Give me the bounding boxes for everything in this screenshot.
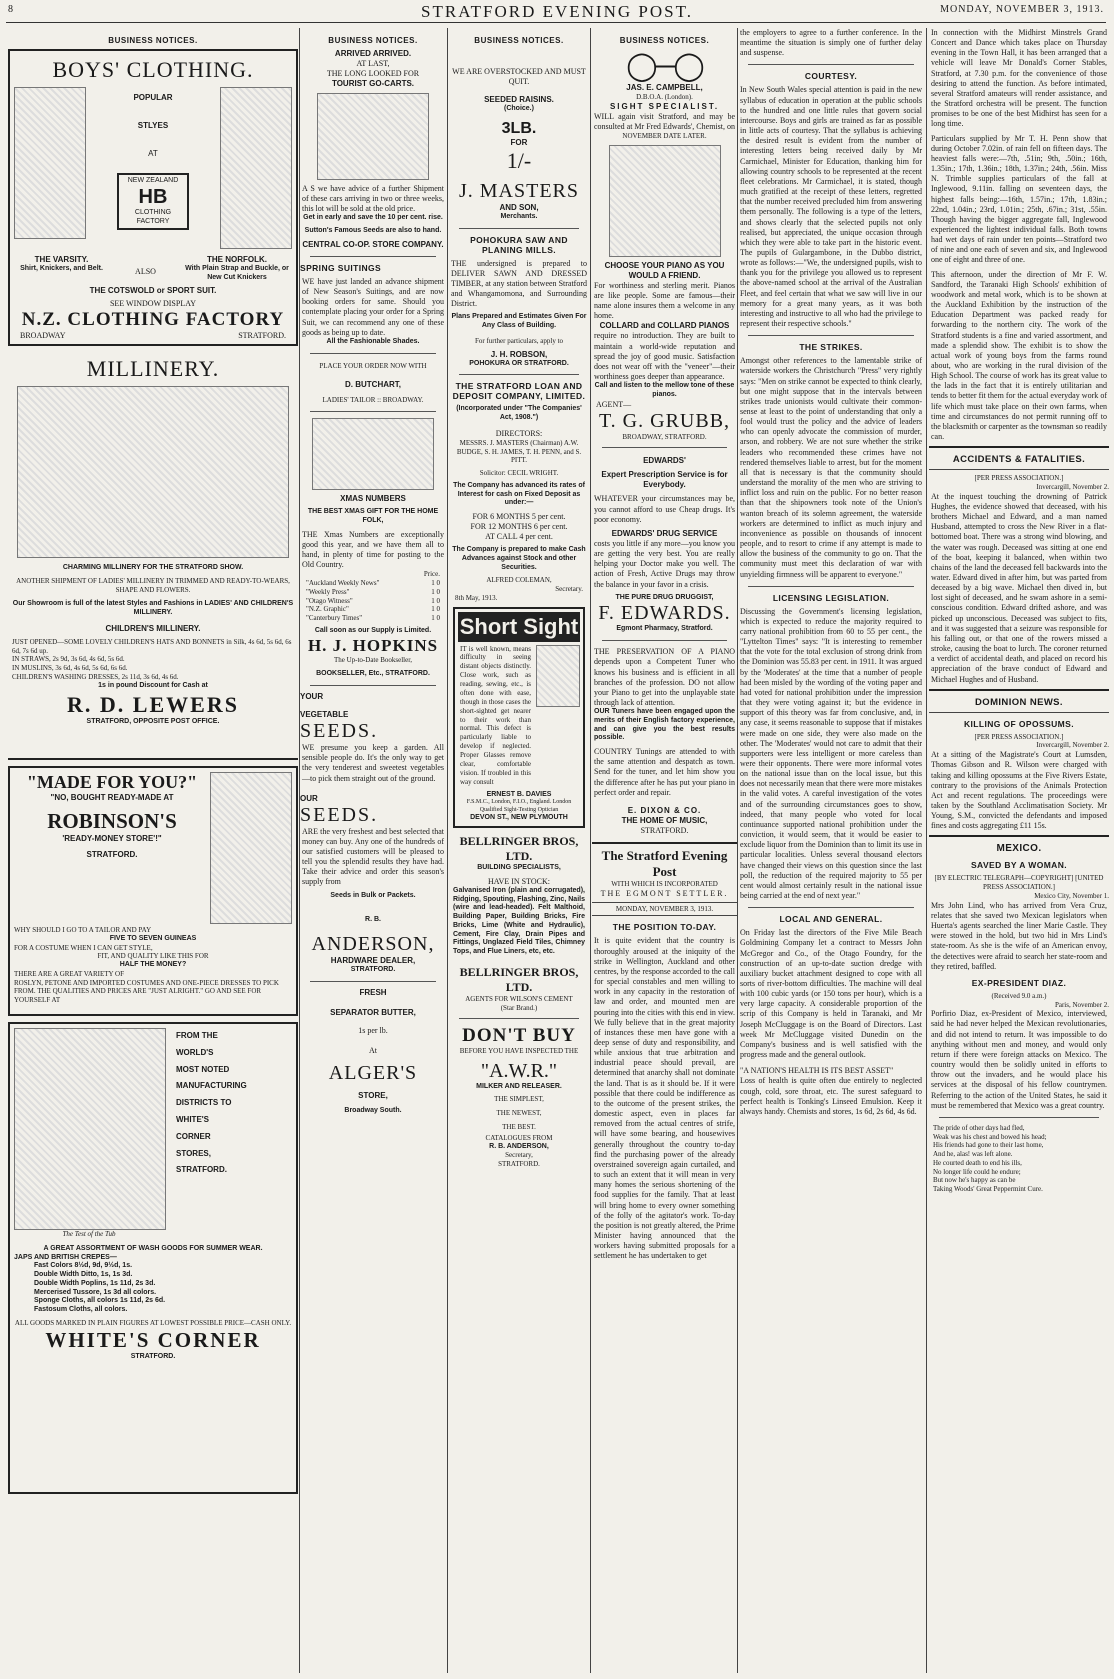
- lady-costume-illustration: [210, 772, 292, 924]
- stock-list: Galvanised Iron (plain and corrugated), Ridging, Spouting, Flashing, Zinc, Nails (wire and lead-headed). Felt Malthoid, Building Paper, Building Bricks, Fire Bricks, Lime (White and Hydraulic), Cement, Fire Clay, Drain Pipes and Fittings, Unglazed Field Tiles, Chimney Tops, and Flue Liners, etc, etc.: [453, 886, 585, 956]
- seeds-bulk: Seeds in Bulk or Packets.: [330, 891, 416, 899]
- campbell-body: WILL again visit Stratford, and may be consulted at Mr Fred Edwards', Chemist, on: [594, 111, 735, 131]
- ad-title: MILLINERY.: [86, 356, 220, 381]
- plain-figures: ALL GOODS MARKED IN PLAIN FIGURES AT LOWEST POSSIBLE PRICE—CASH ONLY.: [14, 1318, 292, 1327]
- norfolk-label: THE NORFOLK.: [206, 255, 267, 264]
- boy-norfolk-illustration: [220, 87, 292, 249]
- woodwork-exhibit: This afternoon, under the direction of Mr F. W. Sandford, the Taranaki High Schools' exhibition of woodwork and metal work, which is to be shown at the Auckland Exhibition by the instruction of the Education Department was packed ready for forwarding to the northern city. The work of the Stratford students is a fine and varied assortment, and made a splendid show. The exhibit is to show the actual work of young boys from the farms round about, who are working in the rural division of the High School. The course of work has its great value to the lads in the fact that it is entirely utilitarian and tends to better fit them for the actual everyday work of life which must take place on their own farms, when time and circumstances do not permit running off to the blacksmith or carpenter as the townsman so readily can.: [931, 269, 1107, 442]
- collard-body: require no introduction. They are built to maintain a world-wide reputation and spread the joy of good music. Satisfaction does not wear off with the "veneer"—their worthiness goes deeper than appearance.: [594, 331, 735, 382]
- children-group-illustration: [312, 418, 434, 490]
- xmas-gift: THE BEST XMAS GIFT FOR THE HOME FOLK,: [307, 508, 439, 524]
- fabric-list: [14, 1262, 292, 1315]
- costume-line: FOR A COSTUME WHEN I CAN GET STYLE,: [14, 943, 153, 952]
- midhirst-concert: In connection with the Midhirst Minstrels Grand Concert and Dance which takes place on Thursday evening in the Town Hall, it has been arranged that a vehicle will leave Mr Donald's Corner Stables, Stratford, at 7.30 p.m. for the convenience of those desiring to attend the function. As before intimated, several Stratford amateurs will render assistance, and the Stratford orchestra will be present. The function promises to be one of the best Midhirst has seen for a long time.: [931, 28, 1107, 129]
- fit-quality: FIT, AND QUALITY LIKE THIS FOR: [97, 952, 209, 961]
- millinery-charming: CHARMING MILLINERY FOR THE STRATFORD SHOW.: [62, 564, 244, 571]
- whites-town: STRATFORD.: [130, 1352, 176, 1360]
- davies-credentials: F.S.M.C., London, F.I.O., England. London Qualified Sight-Testing Optician: [466, 799, 572, 813]
- at-label: At: [369, 1045, 377, 1055]
- opossums-body: At a sitting of the Magistrate's Court at Lumsden, Thomas Gibson and R. Wilson were charged with taking and killing opossums at the Five Rivers Estate, contrary to the provisions of the Animals Protection Act and recent regulations. The proceedings were taken by the Southland Acclimatisation Society. Mr Young, S.M., convicted the defendants and imposed fines and costs aggregating £11 15s.: [931, 750, 1107, 831]
- list-item: Fast Colors 8½d, 9d, 9½d, 1s.: [34, 1262, 133, 1270]
- factory-name: N.Z. CLOTHING FACTORY: [21, 308, 285, 330]
- roslyn-line: ROSLYN, PETONE AND IMPORTED COSTUMES AND ONE-PIECE DRESSES TO PICK FROM. THE QUALITIES AND PRICES ARE "JUST ALRIGHT." GO AND SEE FOR YOURSELF AT: [14, 978, 279, 1004]
- drug-body: costs you little if any more—you know you are getting the very best. You are really helping your Doctor make you well. The action of Fresh, Active Drugs may throw the balance in your favor in a crisis.: [594, 538, 735, 589]
- section-header: BUSINESS NOTICES.: [328, 36, 418, 45]
- home-of-music: THE HOME OF MUSIC,: [621, 815, 708, 825]
- bought-ready-made: "NO, BOUGHT READY-MADE AT: [50, 793, 174, 802]
- list-item: Sponge Cloths, all colors 1s 11d, 2s 6d.: [34, 1297, 166, 1305]
- tuners-body: OUR Tuners have been engaged upon the merits of their English factory experience, and can give you the best results possible.: [594, 708, 735, 742]
- ladies-hats-illustration: [17, 386, 289, 558]
- seeds-title: SEEDS.: [300, 720, 379, 743]
- press-association: [PER PRESS ASSOCIATION.]: [974, 474, 1064, 483]
- millinery-showroom: Our Showroom is full of the latest Styles and Fashions in LADIES' AND CHILDREN'S MILLINERY.: [12, 600, 294, 616]
- dominion-news-head: DOMINION NEWS.: [975, 696, 1063, 708]
- childrens-millinery: CHILDREN'S MILLINERY.: [105, 623, 201, 633]
- masthead-rule: [6, 22, 1106, 23]
- coleman-name: ALFRED COLEMAN,: [486, 576, 552, 585]
- masthead: [0, 0, 1114, 22]
- list-item: "Weekly Press" 1 0: [306, 587, 440, 596]
- agent-label: AGENT—: [596, 399, 632, 409]
- preservation-body: THE PRESERVATION OF A PIANO depends upon a Competent Tuner who knows his business and is efficient in all branches of the profession. DO not allow your Piano to get into the unplayable state through lack of attention.: [594, 647, 735, 707]
- tagline-1: POPULAR: [133, 93, 173, 102]
- also-label: ALSO: [135, 267, 156, 276]
- pohokura-apply: For further particulars, apply to: [474, 336, 564, 345]
- loan-date: 8th May, 1913.: [455, 593, 498, 602]
- awr-town: STRATFORD.: [498, 1160, 540, 1169]
- licensing-body: Discussing the Government's licensing legislation, which is expected to reduce the majority required to carry national prohibition from 60 to 55 per cent., the "Lyttelton Times" says: "It is interesting to remember that the vote for the total exclusion of strong drink from the Dominion was 55.83 per cent. in 1911. It was argued by the 'Moderates' at the time that a number of people had been misled by the wording of the voting paper and had voted for national prohibition under the impression that they were voting against it; but the evidence in support of this theory was far from conclusive, and, in any case, it seems reasonable to suppose that if mistakes were made on one side, they were also made on the other. The 'Moderates' would not care to admit that their supporters were less intelligent or more careless than were their opponents. There were more informal votes on the national issue than on the local issue, but this does not necessarily mean that there were more mistakes in the valid votes. A careful investigation of the votes and of the surrounding circumstances goes to show, indeed, that many people who voted for local continuance supported national prohibition under the conviction, it would seem, that it would be easier to exclude liquor from the Dominion than to limit its use in particular localities. Unless several thousand electors have changed their views on this question since the last poll, the reduction of the required majority to 55 per cent would almost certainly result in the national issue being carried at the end of next year.": [740, 606, 922, 901]
- cotswold-label: THE COTSWOLD or SPORT SUIT.: [89, 285, 217, 295]
- column-1: [8, 28, 298, 1673]
- telegraph-credit: [BY ELECTRIC TELEGRAPH—COPYRIGHT] [UNITED PRESS ASSOCIATION.]: [934, 874, 1104, 892]
- press-association-2: [PER PRESS ASSOCIATION.]: [974, 732, 1064, 741]
- rate-6-months: FOR 6 MONTHS 5 per cent.: [472, 512, 566, 522]
- whatever-body: WHATEVER your circumstances may be, you cannot afford to use Cheap drugs. It's poor economy.: [594, 494, 735, 524]
- rb-label: R. B.: [365, 916, 381, 924]
- go-carts: TOURIST GO-CARTS.: [331, 79, 415, 88]
- robson-name: J. H. ROBSON,: [490, 349, 548, 359]
- egmont-pharmacy: Egmont Pharmacy, Stratford.: [616, 625, 713, 633]
- choice: (Choice.): [504, 105, 534, 112]
- rb-anderson: R. B. ANDERSON,: [489, 1142, 549, 1150]
- directors-list: MESSRS. J. MASTERS (Chairman) A.W. BUDGE, S. H. JAMES, T. H. PENN, and S. PITT.: [456, 438, 582, 465]
- hardware-dealer: HARDWARE DEALER,: [330, 956, 416, 966]
- column-divider: [926, 28, 927, 1673]
- drowning-inquest: At the inquest touching the drowning of Patrick Hughes, the evidence showed that deceased, with his brothers Michael and Edward, and a man named Husband, attempted to cross the New River in a flat-bottomed boat. There was a strong wind blowing, and the water was rough. Deceased was sitting at one end of the boat, keeping it balanced, when within two chains of the land the deceased fell backwards into the water. Edward dived in after him, but was parted from deceased by a big wave. Michael then dived in, but lost sight of deceased, and he swam ashore in a semi-conscious condition. Edward drifted ashore, and was picked up unconscious. Deceased was subject to fits, and it was suggested that a seizure was responsible for his falling out, or that one of the rowers missed a stroke, causing the boat to lurch. The coroner returned a verdict of accidental death, and placed on record his appreciation of the brave conduct of Edward and Michael Hughes and of Husband.: [931, 491, 1107, 684]
- whites-copy: FROM THE WORLD'S MOST NOTED MANUFACTURING DISTRICTS TO WHITE'S CORNER STORES, STRATFORD.: [176, 1031, 247, 1175]
- wash-tub-illustration: [14, 1028, 166, 1230]
- diaz-body: Porfirio Diaz, ex-President of Mexico, interviewed, said he had never helped the Mexican revolutionaries, and did not intend to return. It was impossible to do anything without men and money, and would only return if there were foreign attacks on Mexico. The country would then be solidly united in efforts to throw out the invaders, and he would place his services at the disposal of his fellow countrymen. Referring to the action of the United States, he said it must be remembered that Mexico was a great country.: [931, 1009, 1107, 1110]
- xmas-body: THE Xmas Numbers are exceptionally good this year, and we have them all to hand, in plenty of time for posting to the Old Country.: [302, 529, 444, 570]
- grubb-address: BROADWAY, STRATFORD.: [622, 432, 707, 441]
- awr-qualities: THE SIMPLEST, THE NEWEST, THE BEST.: [494, 1094, 544, 1131]
- millinery-ad: [8, 352, 298, 760]
- hopkins-name: H. J. HOPKINS: [307, 635, 439, 655]
- column-divider: [447, 28, 448, 1673]
- millinery-shipment: ANOTHER SHIPMENT OF LADIES' MILLINERY IN TRIMMED AND READY-TO-WEARS, SHAPE AND FLOWERS.: [16, 576, 290, 594]
- section-header: BUSINESS NOTICES.: [474, 36, 564, 45]
- wash-goods: A GREAT ASSORTMENT OF WASH GOODS FOR SUMMER WEAR.: [43, 1244, 263, 1252]
- robinsons-ad: [8, 766, 298, 1016]
- courtesy-head: COURTESY.: [804, 71, 858, 82]
- price-list: JUST OPENED—SOME LOVELY CHILDREN'S HATS AND BONNETS in Silk, 4s 6d, 5s 6d, 6s 6d, 7s 6d up. IN STRAWS, 2s 9d, 3s 6d, 4s 6d, 5s 6d. IN MUSLINS, 3s 6d, 4s 6d, 5s 6d, 6s 6d. CHILDREN'S WASHING DRESSES, 2s 11d, 3s 6d, 4s 6d. 1s in pound Discount for Cash at: [12, 637, 292, 689]
- diaz-head: EX-PRESIDENT DIAZ.: [971, 977, 1067, 988]
- factory-address: BROADWAY STRATFORD.: [20, 330, 286, 340]
- strikes-head: THE STRIKES.: [799, 342, 863, 353]
- masters-merchants: Merchants.: [500, 212, 538, 220]
- lewers-name: R. D. LEWERS: [67, 692, 239, 718]
- hb-logo: NEW ZEALAND HB CLOTHING FACTORY: [117, 173, 189, 230]
- invercargill-dateline: Invercargill, November 2.: [1036, 483, 1109, 491]
- seeded-raisins: SEEDED RAISINS.: [484, 95, 554, 104]
- masters-name: J. MASTERS: [458, 179, 580, 202]
- list-item: "N.Z. Graphic" 1 0: [306, 605, 440, 614]
- collard-pianos: COLLARD and COLLARD PIANOS: [599, 321, 730, 331]
- butchart-trade: LADIES' TAILOR :: BROADWAY.: [322, 396, 424, 405]
- varsity-desc: Shirt, Knickers, and Belt.: [20, 265, 103, 272]
- overstocked: WE ARE OVERSTOCKED AND MUST QUIT.: [452, 67, 586, 86]
- variety-line: THERE ARE A GREAT VARIETY OF: [14, 969, 125, 978]
- peppermint-poem: The pride of other days had fled, Weak was his chest and bowed his head; His friends had gone to their last home, And he, alas! was left alone. He courted death to end his ills, No longer life could he endure; But now he's happy as can be Taking Woods' Great Peppermint Cure.: [933, 1123, 1047, 1194]
- whites-corner-ad: [8, 1022, 298, 1494]
- short-sight-ad: [453, 607, 585, 829]
- algers-name: ALGER'S: [328, 1061, 418, 1084]
- fashionable-shades: All the Fashionable Shades.: [326, 337, 420, 345]
- davies-address: DEVON ST., NEW PLYMOUTH: [470, 814, 568, 822]
- fresh-label: FRESH: [359, 987, 387, 997]
- loan-head: THE STRATFORD LOAN AND DEPOSIT COMPANY, LIMITED.: [452, 381, 586, 402]
- column-5: [738, 28, 924, 1673]
- bellringer-name: BELLRINGER BROS, LTD.: [459, 834, 579, 864]
- raisin-weight: 3LB.: [501, 119, 537, 137]
- go-cart-advice: A S we have advice of a further Shipment of these cars arriving in two or three weeks, this lot will be sold at the old price.: [302, 184, 444, 214]
- masters-son: AND SON,: [499, 202, 539, 212]
- saved-head: SAVED BY A WOMAN.: [970, 860, 1068, 871]
- paper-date: MONDAY, NOVEMBER 3, 1913.: [592, 902, 737, 917]
- nations-health-body: Loss of health is quite often due entirely to neglected cough, cold, sore throat, etc. The surest safeguard to perfect health is Tonking's Linseed Emulsion. Keep it always handy. Chemists and stores, 1s 6d, 2s 6d, 4s 6d.: [740, 1076, 922, 1116]
- egmont-settler: THE EGMONT SETTLER.: [600, 888, 729, 898]
- solicitor: Solicitor: CECIL WRIGHT.: [479, 469, 559, 478]
- column-2: [300, 28, 446, 1673]
- varsity-label: THE VARSITY.: [34, 255, 89, 264]
- dont-buy: DON'T BUY: [462, 1025, 576, 1047]
- hopkins-address: BOOKSELLER, Etc., STRATFORD.: [316, 670, 430, 678]
- spectacles-icon: ◯─◯: [626, 51, 703, 82]
- short-sight-banner: Short Sight: [458, 612, 580, 642]
- lewers-address: STRATFORD, OPPOSITE POST OFFICE.: [86, 718, 220, 726]
- robinsons-town: STRATFORD.: [86, 850, 138, 859]
- opossums-head: KILLING OF OPOSSUMS.: [963, 718, 1074, 729]
- spring-suitings-head: SPRING SUITINGS: [300, 262, 382, 273]
- column-6: [929, 28, 1109, 1673]
- list-item: "Otago Witness" 1 0: [306, 596, 440, 605]
- half-money: HALF THE MONEY?: [119, 961, 187, 968]
- mrs-lind-body: Mrs John Lind, who has arrived from Vera Cruz, relates that she saved two Mexican legislators when Huerta's agents searched the liner Marie Castle. They were stowed in the hold, but two hid in Mrs Lind's state-room. As she is the wife of an American envoy, the detectives were afraid to search her state-room and they retired, baffled.: [931, 900, 1107, 971]
- pure-drug: THE PURE DRUG DRUGGIST,: [615, 593, 714, 601]
- before-inspected: BEFORE YOU HAVE INSPECTED THE: [459, 1047, 579, 1056]
- at-last: AT LAST,: [356, 59, 390, 68]
- incorporated-label: WITH WHICH IS INCORPORATED: [611, 879, 718, 888]
- strikes-body: Amongst other references to the lamentable strike of waterside workers the Christchurch "Press" very rightly says: "Men on strike cannot be expected to think clearly, but one might suppose that in the intervals between strikes trade unionists would cultivate their common-sense at least to the point of understanding that only a fool would trust the policy and the advice of leaders who can openly advocate the commission of murder, arson, and robbery. We are not sure whether the strike leaders who recommended these crimes have not rendered themselves liable to arrest, but for the moment all that is necessary is that the community should understand the morality of the men who are striving to inflict loss and ruin on the public. For no better reason than that the shipowners took note of the Union's wanton breach of its solemn agreement, the waterside workers are determined to inflict as much injury and inconvenience as possible on thousands of innocent people, and to resort to crime if any attempt is made to allow the business of the community to go on. That the community must meet this declaration of war with unyielding firmness will be apparent to everyone.": [740, 356, 922, 579]
- bellringer-building: BUILDING SPECIALISTS,: [477, 864, 561, 872]
- pohokura-head: POHOKURA SAW AND PLANING MILLS.: [470, 234, 568, 255]
- supply-limited: Call soon as our Supply is Limited.: [314, 626, 432, 634]
- section-header: BUSINESS NOTICES.: [108, 36, 198, 45]
- secretary: Secretary,: [505, 1151, 533, 1160]
- xmas-numbers: XMAS NUMBERS: [340, 494, 406, 504]
- for-label: FOR: [510, 137, 528, 147]
- seeds2-body: ARE the very freshest and best selected that money can buy. Any one of the hundreds of our satisfied customers will be pleased to tell you the splendid results they have had. Take their advice and order this season's supply from: [302, 826, 444, 887]
- rate-call: AT CALL 4 per cent.: [485, 532, 553, 542]
- column-divider: [590, 28, 591, 1673]
- robson-address: POHOKURA OR STRATFORD.: [469, 359, 569, 367]
- position-head: THE POSITION TO-DAY.: [612, 922, 717, 933]
- local-general-head: LOCAL AND GENERAL.: [779, 914, 883, 925]
- licensing-head: LICENSING LEGISLATION.: [772, 592, 890, 603]
- pohokura-body: THE undersigned is prepared to DELIVER SAWN AND DRESSED TIMBER, at any station between Stratford and Whangamomona, and Surrounding District.: [451, 258, 587, 309]
- mexico-city-dateline: Mexico City, November 1.: [1034, 891, 1109, 900]
- your-label: YOUR: [300, 692, 324, 702]
- butter-price: 1s per lb.: [358, 1025, 388, 1035]
- short-sight-body: IT is well known, means difficulty in seeing distant objects distinctly. Close work, such as reading, sewing, etc., is often done with ease, though in those cases the short-sighted get nearer to their work than normal. This defect is particularly liable to develop if neglected. Proper Glasses remove clear, comfortable vision. If troubled in this way consult: [460, 644, 531, 786]
- coleman-title: Secretary.: [555, 585, 583, 594]
- mexico-head: MEXICO.: [996, 843, 1042, 855]
- catalogues: CATALOGUES FROM: [485, 1133, 553, 1142]
- optician-illustration: [536, 645, 580, 707]
- tagline-2: STLYES: [137, 121, 169, 130]
- bellringer-name-2: BELLRINGER BROS, LTD.: [459, 964, 579, 994]
- five-guineas: FIVE TO SEVEN GUINEAS: [109, 934, 197, 942]
- test-of-tub: The Test of the Tub: [62, 1230, 116, 1238]
- local-general-body: On Friday last the directors of the Five Mile Beach Goldmining Company let a contract to Messrs John McGregor and Co., of the Otago Foundry, for the construction of an up-to-date suction dredge with auxiliary bucket attachment designed to cope with all sorts of river-bottom difficulties. The machine will deal with 100 cubic yards (or 150 tons per hour), which is a very large capacity. A considerable proportion of the scrip of this Company is held in Taranaki, and Mr Joseph McCluggage is on the Board of Directors. Last week Mr McCluggage visited Dunedin on the Company's business and is well satisfied with the progress made and the general outlook.: [740, 928, 922, 1060]
- section-header: BUSINESS NOTICES.: [619, 36, 710, 45]
- awr-name: "A.W.R.": [480, 1060, 558, 1083]
- date-later: NOVEMBER DATE LATER.: [622, 132, 707, 141]
- piano-illustration: [609, 145, 721, 257]
- long-looked: THE LONG LOOKED FOR: [326, 69, 420, 78]
- hopkins-desc: The Up-to-Date Bookseller,: [333, 655, 413, 664]
- algers-address: Broadway South.: [344, 1106, 402, 1114]
- awr-milker: MILKER AND RELEASER.: [476, 1083, 562, 1091]
- sight-specialist: SIGHT SPECIALIST.: [609, 101, 720, 111]
- column-3: [449, 28, 589, 1673]
- f-edwards: F. EDWARDS.: [598, 602, 731, 625]
- list-item: Double Width Poplins, 1s 11d, 2s 3d.: [34, 1279, 156, 1287]
- seeds-body: WE presume you keep a garden. All sensible people do. It's the only way to get the very tenderest and sweetest vegetables—to pick them straight out of the ground.: [302, 743, 444, 783]
- norfolk-desc: With Plain Strap and Buckle, or New Cut Knickers: [185, 265, 289, 281]
- invercargill-dateline-2: Invercargill, November 2.: [1036, 741, 1109, 750]
- edwards-label: EDWARDS': [643, 456, 686, 466]
- paris-dateline: Paris, November 2.: [1054, 1000, 1109, 1009]
- call-listen: Call and listen to the mellow tone of these pianos.: [594, 382, 735, 398]
- go-cart-illustration: [317, 93, 429, 180]
- central-coop: CENTRAL CO-OP. STORE COMPANY.: [302, 239, 444, 249]
- issue-date: MONDAY, NOVEMBER 3, 1913.: [940, 4, 1104, 15]
- spring-suitings-body: WE have just landed an advance shipment of New Season's Suitings, and are now booking orders for same. Should you contemplate placing your order for a Spring Suit, we can recommend any one of these goods as being up to date.: [302, 276, 444, 337]
- dixon-name: E. DIXON & CO.: [627, 805, 702, 815]
- boy-varsity-illustration: [14, 87, 86, 239]
- our-label: OUR: [300, 793, 318, 803]
- courtesy-body: In New South Wales special attention is paid in the new syllabus of education in operation at the public schools to the hundred and one little rules that govern social intercourse. Boys and girls are trained as far as possible in little acts of courtesy. That the syllabus is achieving the desired result is evident from the number of interesting letters being received daily by Mr Carmichael, Minister for Education, thanking him for allowing country schools to be represented at the recent fleet celebrations. Mr Carmichael, it is stated, though much gratified at the receipt of these letters, regretted that the number received precluded him from answering them personally. The following is a type of the letters, and shows clearly that the selected pupils not only realised, but appreciated, the unique occasion through which they were able to take part in the historic event. The pupils of Gulargambone, in the Dubbo district, wrote as follows:—"We, the undersigned pupils, wish to thank you for the privilege you allowed us to represent the above-named school at the arrival of the Australian Fleet, and feel certain that what we saw will live in our memory for a great many years, as it was both interesting and instructive to all who had the privilege to represent their respective schools.": [740, 85, 922, 329]
- page-number: 8: [8, 4, 13, 15]
- separator-butter: SEPARATOR BUTTER,: [330, 1007, 416, 1017]
- rate-12-months: FOR 12 MONTHS 6 per cent.: [470, 522, 568, 532]
- ad-title: BOYS' CLOTHING.: [52, 57, 254, 82]
- country-body: COUNTRY Tunings are attended to with the same attention and despatch as town. Send for the tuner, and let him show you the difference after he has put your piano in perfect order and repair.: [594, 747, 735, 797]
- nations-health-head: "A NATION'S HEALTH IS ITS BEST ASSET": [740, 1066, 894, 1076]
- seeds2-title: SEEDS.: [300, 803, 379, 826]
- directors-label: DIRECTORS:: [495, 428, 543, 438]
- vegetable-label: VEGETABLE: [300, 710, 349, 720]
- campbell-dboa: D.B.O.A. (London).: [636, 93, 693, 101]
- ready-money-store: 'READY-MONEY STORE'!": [62, 834, 162, 843]
- window-display: SEE WINDOW DISPLAY: [109, 298, 197, 308]
- price-head: Price.: [423, 570, 440, 579]
- drug-service: EDWARDS' DRUG SERVICE: [611, 528, 718, 538]
- paper-title: The Stratford Evening Post: [601, 847, 728, 879]
- list-item: Double Width Ditto, 1s, 1s 3d.: [34, 1271, 133, 1278]
- why-tailor: WHY SHOULD I GO TO A TAILOR AND PAY: [14, 926, 152, 934]
- suttons-seeds: Sutton's Famous Seeds are also to hand.: [304, 227, 442, 235]
- robinsons-name: ROBINSON'S: [47, 809, 177, 833]
- davies-name: ERNEST B. DAVIES: [486, 790, 552, 798]
- dixon-town: STRATFORD.: [640, 825, 689, 835]
- whites-name: WHITE'S CORNER: [45, 1327, 261, 1352]
- star-brand: (Star Brand.): [500, 1003, 538, 1012]
- pohokura-plans: Plans Prepared and Estimates Given For Any Class of Building.: [451, 313, 587, 330]
- list-item: "Canterbury Times" 1 0: [306, 614, 440, 623]
- choose-piano: CHOOSE YOUR PIANO AS YOU WOULD A FRIEND.: [604, 260, 725, 280]
- anderson-town: STRATFORD.: [350, 966, 396, 974]
- grubb-name: T. G. GRUBB,: [598, 409, 731, 432]
- raisin-price: 1/-: [506, 147, 532, 173]
- made-for-you: "MADE FOR YOU?": [26, 772, 198, 792]
- wilson-cement: AGENTS FOR WILSON'S CEMENT: [465, 994, 573, 1003]
- tagline-3: AT: [148, 149, 158, 158]
- strike-intro: the employers to agree to a further conference. In the meantime the situation is simply one of further delay and suspense.: [740, 28, 922, 58]
- newspaper-title: STRATFORD EVENING POST.: [421, 2, 693, 21]
- boys-clothing-ad: [8, 49, 298, 346]
- arrived: ARRIVED ARRIVED.: [334, 49, 412, 58]
- xmas-price-list: [300, 579, 446, 623]
- list-item: Mercerised Tussore, 1s 3d all colors.: [34, 1288, 157, 1296]
- loan-incorporated: (Incorporated under "The Companies' Act, 1908."): [456, 405, 582, 422]
- accidents-head: ACCIDENTS & FATALITIES.: [952, 454, 1086, 466]
- place-order: PLACE YOUR ORDER NOW WITH: [319, 361, 427, 370]
- position-body: It is quite evident that the country is thoroughly aroused at the iniquity of the strike in Wellington, Auckland and other centres, by the response accorded to the call for special constables and men willing to work in any capacity in the restoration of law and order, and mounted men are pouring into the cities with this end in view. We fully believe that in the great majority of instances these men have gone with a deep sense of duty and responsibility, and while anxious that true arbitration and industrial peace should prevail, are determined that anarchy shall not dominate the land. That is as it should be. If it were possible that there could be indifference as to the outcome of the present strikes, the domestic aspect, even in places far removed from the actual centres of strife, will have some bearing, and housewives generally throughout the country to-day find the purchasing power of the already overstrained sovereign again curtailed, and to such an extent that it will mean in very many homes the serious shortening of the food supplies for the family. That at least will bring home to every owner something of the folly of the agitator's work. To-day the position is not greatly altered, the Prime Minister having announced that the workers having submitted proposals for a settlement he has undertaken to get: [594, 936, 735, 1261]
- column-4: [592, 28, 737, 1673]
- choose-body: For worthiness and sterling merit. Pianos are like people. Some are famous—their name alone insures them a welcome in any home.: [594, 280, 735, 321]
- list-item: Fastosum Cloths, all colors.: [34, 1306, 128, 1313]
- rainfall-report: Particulars supplied by Mr T. H. Penn show that during October 7.02in. of rain fell on fifteen days. The heaviest falls were:—7th, .51in; 9th, .50in.; 16th, 1.35in.; 17th, 1.36in.; 18th, 1.37in.; 24th, .56in. Miss N. Trimble supplies particulars of the fall at Inglewood, 9.11in. falling on seventeen days, the highest falls being:—16th, 1.57in.; 17th, 1.83in.; 22nd, 1.04in.; 23rd, 1.01in.; 25th, .67in.; 31st, .55in. Though having the bigger aggregate fall, Inglewood experienced the lightest individual falls. Both towns had wet days of rain under ten points—Stratford two of nine and one each of seven and six, and Inglewood one of eight and three of one.: [931, 133, 1107, 265]
- algers-store: STORE,: [358, 1090, 388, 1100]
- expert-prescription: Expert Prescription Service is for Everybody.: [601, 470, 728, 490]
- cash-advances: The Company is prepared to make Cash Advances against Stock and other Securities.: [452, 546, 586, 571]
- interest-advanced: The Company has advanced its rates of Interest for cash on Fixed Deposit as under:—: [453, 481, 585, 507]
- japs-crepes: JAPS AND BRITISH CREPES—: [14, 1253, 117, 1261]
- anderson-name: ANDERSON,: [311, 933, 435, 956]
- received-time: (Received 9.0 a.m.): [991, 991, 1047, 1000]
- get-in-early: Get in early and save the 10 per cent. rise.: [303, 214, 443, 222]
- list-item: "Auckland Weekly News" 1 0: [306, 579, 440, 588]
- butchart-name: D. BUTCHART,: [345, 380, 401, 390]
- campbell-name: JAS. E. CAMPBELL,: [626, 83, 703, 92]
- have-in-stock: HAVE IN STOCK:: [488, 876, 550, 886]
